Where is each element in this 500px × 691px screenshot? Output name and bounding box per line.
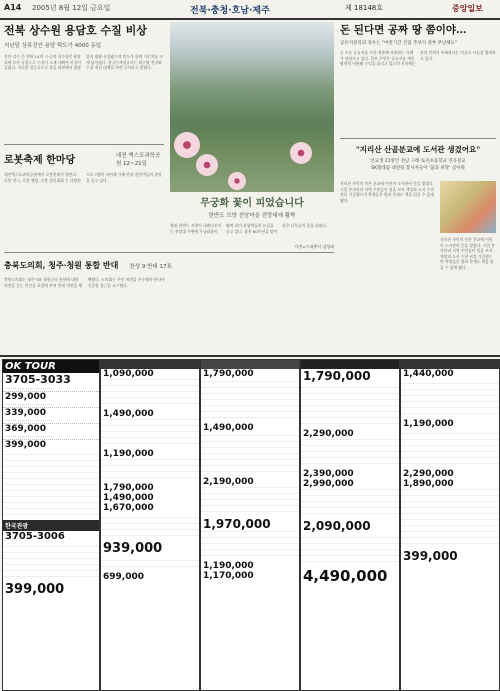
ad-listing (401, 489, 499, 549)
ad-price: 399,000 (5, 582, 65, 597)
ad-column-3[interactable] (200, 359, 300, 691)
article-public-land (340, 22, 496, 134)
ad-header-bar (401, 360, 499, 369)
page-header (0, 0, 500, 20)
ad-price: 1,170,000 (203, 571, 254, 581)
ad-row: · · · · · · · · · · · · · · · · · · · (3, 418, 99, 424)
ad-listing (301, 489, 399, 519)
hibiscus-flower (228, 172, 246, 190)
ad-price: 1,190,000 (403, 419, 454, 429)
ad-header-bar (101, 360, 199, 369)
article-headline: 로봇축제 한마당 (4, 155, 76, 166)
ad-column-5[interactable] (400, 359, 500, 691)
ad-listing (301, 439, 399, 469)
ad-phone-2[interactable]: 3705-3006 (5, 531, 65, 542)
ad-price: 2,290,000 (303, 429, 354, 439)
ad-price: 1,490,000 (103, 409, 154, 419)
ad-price: 1,890,000 (403, 479, 454, 489)
ad-price: 1,670,000 (103, 503, 154, 513)
ad-brand-2: 한국관광 (3, 520, 99, 531)
ad-price: 369,000 (5, 424, 46, 434)
ad-price: 939,000 (103, 541, 163, 556)
ad-listing (201, 487, 299, 517)
ad-column-4[interactable] (300, 359, 400, 691)
ad-header-bar (201, 360, 299, 369)
ad-price: 399,000 (5, 440, 46, 450)
ad-listing (301, 533, 399, 567)
hibiscus-flower (196, 154, 218, 176)
article-body-2: 지리산 자락의 작은 분교에 어린이 도서관이 문을 열었다. 기업 봉사단과 지역 주민들이 힘을 모아 책장과 도서 수천 권을 기증했으며 학생들은 방과 후에도 책을 읽을 수 있게 됐다. (440, 237, 495, 270)
ad-listing (101, 556, 199, 572)
article-subheadline-2: SK텔레콤·대전팀 봉사자들이 '꿈과 희망' 심어줘 (371, 166, 465, 171)
ad-listing (101, 379, 199, 409)
ad-price: 1,790,000 (303, 369, 371, 383)
ad-brand: OK TOUR (3, 360, 99, 373)
ads-divider (0, 355, 500, 357)
ad-column-2[interactable] (100, 359, 200, 691)
ad-price: 1,790,000 (203, 369, 254, 379)
ad-price: 299,000 (5, 392, 46, 402)
article-body: 진안·장수 등 전북 14개 시·군의 식수원인 용담호에 토사 유입으로 수질이 크게 나빠져 비상이 걸렸다. 지난달 집중호우로 상류 하천에서 흙탕물이 대량 유입됐으며 탁도가 한때 기준치를 크게 넘어섰다. 한국수자원공사는 취수탑 정비와 수질 개선 대책을 마련 중이라고 밝혔다. (4, 54, 163, 71)
hibiscus-flower (290, 142, 312, 164)
ad-listing (101, 513, 199, 541)
ad-price: 339,000 (5, 408, 46, 418)
ad-price: 4,490,000 (303, 567, 388, 585)
ad-price: 1,790,000 (103, 483, 154, 493)
ad-listing (101, 419, 199, 449)
article-yongdam (4, 22, 164, 140)
article-robot (4, 144, 164, 249)
ad-price: 1,190,000 (203, 561, 254, 571)
article-body: 대전엑스포과학공원에서 로봇축제가 열린다. 로봇 전시, 로봇 체험, 로봇 경진대회 등 다양한 프로그램이 마련돼 가족 단위 관람객들의 관심을 끌고 있다. (4, 172, 162, 183)
section-title: 전북·충청·호남·제주 (190, 6, 270, 16)
newspaper-logo: 중앙일보 (452, 4, 483, 13)
ad-row: · · · · · · · · · · · · · · · · · · · (3, 434, 99, 440)
ad-price: 2,990,000 (303, 479, 354, 489)
ad-row: · · · · · · · · · · · · · · · · · · · (3, 386, 99, 392)
issue-date: 2005년 8월 12일 금요일 (32, 4, 111, 12)
ad-listing (101, 459, 199, 483)
photo-subheadline: 한반도 모양 선암마을 전망대에 활짝 (208, 213, 296, 219)
article-council (4, 252, 334, 353)
ad-price: 1,490,000 (103, 493, 154, 503)
ad-row: · · · · · · · · · · · · · · · · · · · (3, 402, 99, 408)
article-headline: 돈 된다면 공짜 땅 쯤이야… (340, 24, 467, 36)
ad-price: 699,000 (103, 572, 144, 582)
issue-number: 제 18148호 (345, 4, 384, 12)
ad-price: 2,190,000 (203, 477, 254, 487)
article-body: 충북도의회는 청주시와 청원군의 통합에 대한 의견을 묻는 안건을 표결에 부쳐 반대 의견을 채택했다. 도의회는 주민 의견을 존중해야 한다며 신중한 접근을 요구했다. (4, 277, 165, 288)
ad-price: 2,090,000 (303, 519, 371, 533)
article-library (340, 138, 496, 353)
ad-price: 1,190,000 (103, 449, 154, 459)
ad-listing (201, 379, 299, 423)
feature-photo (170, 22, 334, 192)
photo-credit: 사진=프리랜서 김성태 (294, 244, 334, 249)
article-subheadline: 공유지관리의 경우는 "여전기간 건립 추보지 정부 무난해도" (340, 41, 458, 46)
article-note: 대전 엑스포과학공원 12~21일 (116, 153, 161, 167)
photo-caption-block (170, 194, 334, 250)
article-subheadline: 지난달 상류진안 용담 탁도가 4000 유입 (4, 43, 102, 49)
article-headline: 전북 상수원 용담호 수질 비상 (4, 24, 147, 37)
ad-price: 1,970,000 (203, 517, 271, 531)
page-number: A14 (4, 3, 22, 12)
ad-listing (201, 531, 299, 561)
article-headline: 충북도의회, 청주·청원 통합 반대 (4, 260, 119, 270)
hibiscus-flower (174, 132, 200, 158)
ad-header-bar (301, 360, 399, 369)
photo-headline: 무궁화 꽃이 피었습니다 (200, 198, 304, 209)
article-body: 지리산 자락의 작은 분교에 어린이 도서관이 문을 열었다. 기업 봉사단과 지역 주민들이 힘을 모아 책장과 도서 수천 권을 기증했으며 학생들은 방과 후에도 책을 읽을 수 있게 됐다. (340, 181, 435, 203)
ad-listing (401, 379, 499, 419)
ad-listing (3, 450, 99, 520)
library-photo (440, 181, 496, 233)
ad-listing (401, 429, 499, 469)
ad-price: 1,440,000 (403, 369, 454, 379)
ad-price: 1,490,000 (203, 423, 254, 433)
article-body: 군 소유 공유지를 무단 점용해 사용하는 사례가 잇따르고 있다. 일부 주민은 공유지를 개인 땅처럼 이용해 수익을 올리고 있으며 지자체는 관리 인력이 부족하다는 이유로 사실상 방치하고 있다. (340, 50, 496, 67)
ad-listing (3, 542, 99, 582)
article-note: 찬성 9 반대 17표 (129, 264, 172, 270)
ad-listing (301, 383, 399, 429)
article-subheadline: 인교생 21명인 전남 구례 토지초등학교 연곡분교 (370, 159, 466, 164)
ad-price: 2,390,000 (303, 469, 354, 479)
ad-price: 399,000 (403, 549, 458, 563)
article-headline: "지리산 산골분교에 도서관 생겼어요" (355, 145, 481, 154)
photo-body: 영월 한반도 지형이 내려다보이는 전망대 주변에 무궁화꽃이 활짝 피어 관광객들의 눈길을 끌고 있다. 광복 60주년을 맞아 심은 나무들이 꽃을 피웠다. (170, 223, 328, 234)
ad-ok-tour[interactable] (2, 359, 100, 691)
ad-phone[interactable]: 3705-3033 (5, 373, 71, 386)
ad-price: 1,090,000 (103, 369, 154, 379)
ad-price: 2,290,000 (403, 469, 454, 479)
ad-listing (201, 433, 299, 477)
